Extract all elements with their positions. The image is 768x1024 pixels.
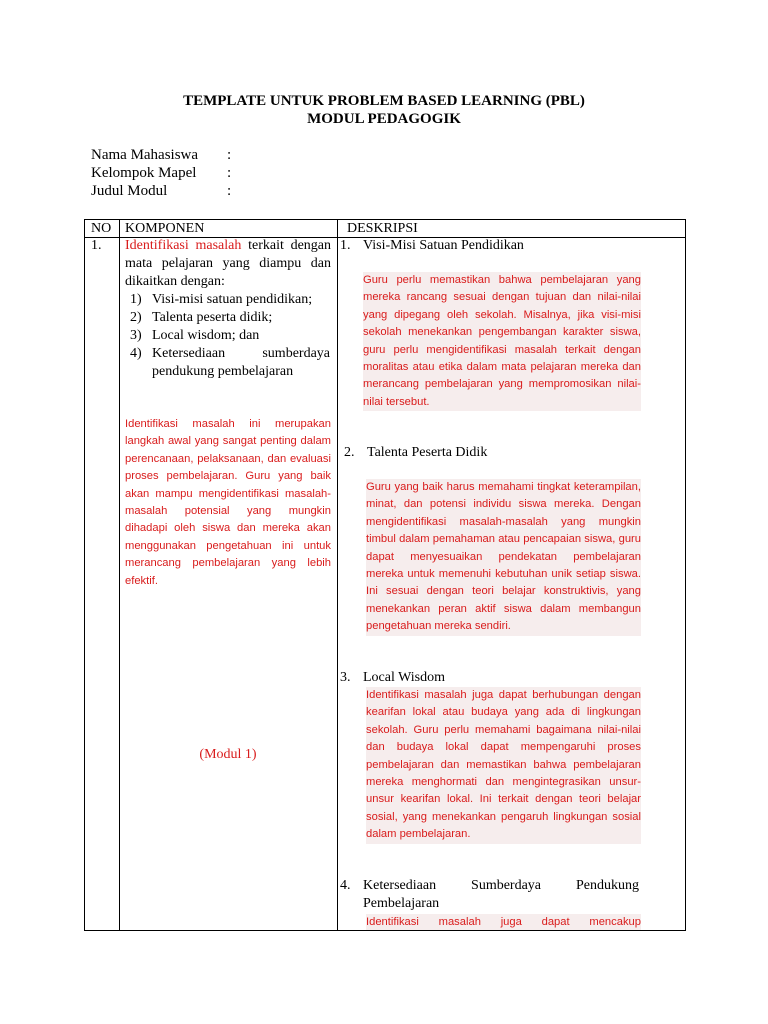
list-item-number: 4) <box>130 346 142 361</box>
modul-label: (Modul 1) <box>199 747 257 762</box>
column-divider <box>119 220 120 930</box>
list-item <box>130 327 330 345</box>
komponen-note: Identifikasi masalah ini merupakan langkah awal yang sangat penting dalam perencanaan, pelaksanaan, dan evaluasi proses pembelajaran. Guru yang baik akan mampu mengidentifikasi masalah-masalah potensial yang mungkin dihadapi oleh siswa dan mereka akan menggunakan pengetahuan ini untuk merancang pembelajaran yang lebih efektif. <box>125 418 331 587</box>
row-number: 1. <box>91 238 102 253</box>
identity-label: Nama Mahasiswa <box>91 147 199 163</box>
section-body: Guru yang baik harus memahami tingkat keterampilan, minat, dan potensi individu siswa mereka. Dengan mengidentifikasi masalah-masalah yang mungkin timbul dalam pemahaman atau pencapaian siswa, guru dapat menyesuaikan pendekatan pembelajaran mereka untuk memenuhi kebutuhan unik setiap siswa. Ini sesuai dengan teori belajar konstruktivis, yang menekankan peran aktif siswa dalam membangun pengetahuan mereka sendiri. <box>366 479 641 636</box>
list-item <box>130 291 330 309</box>
header-komponen: KOMPONEN <box>125 221 205 236</box>
pbl-table <box>84 219 686 931</box>
list-item-text: Talenta peserta didik; <box>152 310 273 325</box>
list-item-number: 1) <box>130 292 142 307</box>
komponen-text: terkait dengan mata pelajaran yang diampu dan dikaitkan dengan: <box>125 238 332 289</box>
section-title: Talenta Peserta Didik <box>367 445 488 460</box>
identity-label: Kelompok Mapel <box>91 165 197 181</box>
header-no: NO <box>91 221 112 236</box>
list-item-text: Ketersediaan sumberdaya pendukung pembelajaran <box>152 346 330 379</box>
list-item <box>130 345 330 381</box>
list-item-number: 3) <box>130 328 142 343</box>
section-number: 3. <box>340 670 351 685</box>
list-item-text: Local wisdom; dan <box>152 328 260 343</box>
identity-separator: : <box>227 147 232 163</box>
document-title: TEMPLATE UNTUK PROBLEM BASED LEARNING (PBL) <box>183 93 585 109</box>
identity-row <box>91 182 231 200</box>
section-number: 1. <box>340 238 351 253</box>
section-title: Ketersediaan Sumberdaya Pendukung Pembelajaran <box>363 878 639 911</box>
section-body: Identifikasi masalah juga dapat mencakup <box>366 916 641 928</box>
list-item-text: Visi-misi satuan pendidikan; <box>152 292 313 307</box>
section-number: 2. <box>344 445 355 460</box>
document-subtitle: MODUL PEDAGOGIK <box>307 111 461 127</box>
section-body: Identifikasi masalah juga dapat berhubungan dengan kearifan lokal atau budaya yang ada di lingkungan sekolah. Guru perlu memahami bagaimana nilai-nilai dan budaya lokal dapat mempengaruhi proses pembelajaran dan memastikan bahwa pembelajaran mereka menghormati dan mengintegrasikan unsur-unsur kearifan lokal. Ini terkait dengan teori belajar sosial, yang menekankan pengaruh lingkungan sosial dalam pembelajaran. <box>366 687 641 844</box>
identity-separator: : <box>227 183 232 199</box>
identity-row <box>91 146 231 164</box>
section-number: 4. <box>340 878 351 893</box>
list-item <box>130 309 330 327</box>
section-title: Local Wisdom <box>363 670 445 685</box>
identity-label: Judul Modul <box>91 183 168 199</box>
section-body: Guru perlu memastikan bahwa pembelajaran yang mereka rancang sesuai dengan tujuan dan nilai-nilai yang dipegang oleh sekolah. Misalnya, jika visi-misi sekolah menekankan pengembangan karakter siswa, guru perlu mengidentifikasi masalah terkait dengan moralitas atau etika dalam mata pelajaran mereka dan merancang pembelajaran yang mempromosikan nilai-nilai tersebut. <box>363 272 641 411</box>
komponen-highlight: Identifikasi masalah <box>125 238 242 253</box>
header-deskripsi: DESKRIPSI <box>347 221 418 236</box>
section-title: Visi-Misi Satuan Pendidikan <box>363 238 524 253</box>
identity-row <box>91 164 231 182</box>
list-item-number: 2) <box>130 310 142 325</box>
identity-separator: : <box>227 165 232 181</box>
column-divider <box>337 220 338 930</box>
komponen-intro <box>125 237 331 291</box>
